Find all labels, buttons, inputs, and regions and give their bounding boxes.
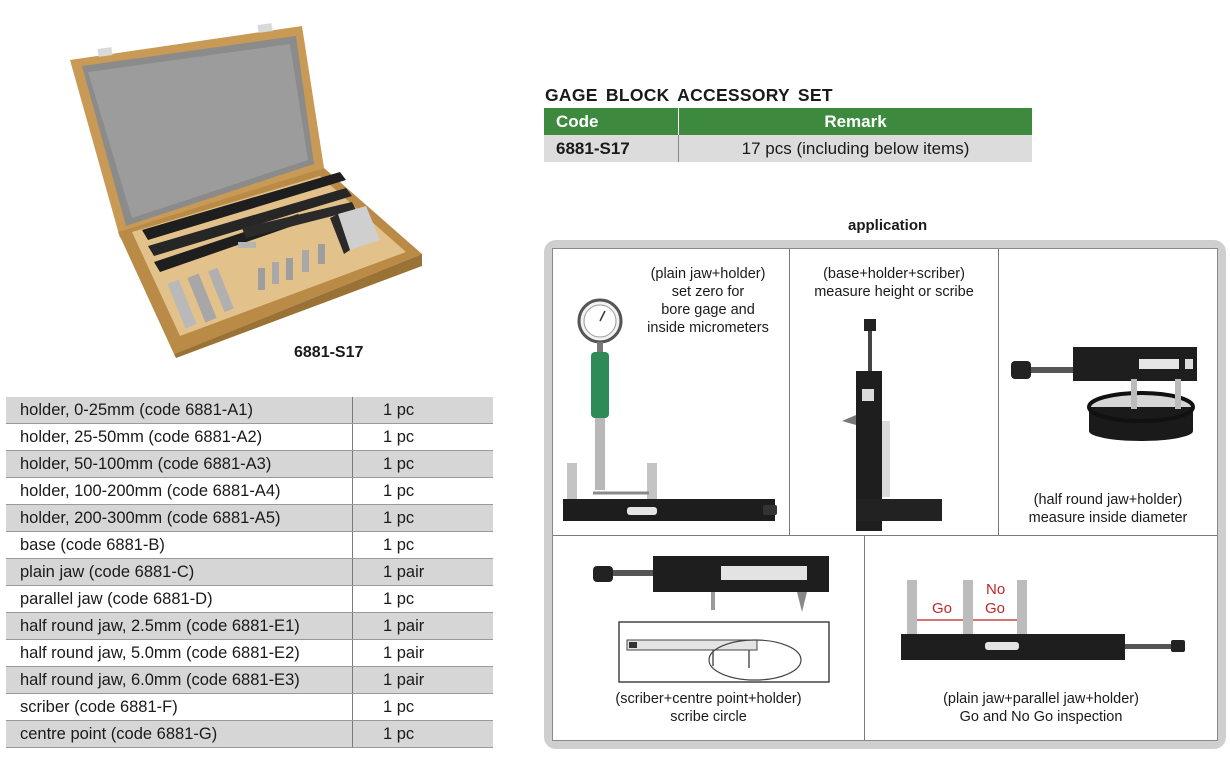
application-caption [865, 690, 1217, 726]
item-name: holder, 0-25mm (code 6881-A1) [6, 397, 353, 424]
no-go-label: Go [985, 600, 1006, 617]
table-row [6, 424, 493, 451]
item-name: base (code 6881-B) [6, 532, 353, 559]
table-row [6, 478, 493, 505]
caption-line: measure inside diameter [1028, 510, 1188, 526]
caption-line: bore gage and [661, 302, 755, 318]
item-qty: 1 pc [353, 721, 494, 748]
item-qty: 1 pc [353, 397, 494, 424]
application-cell-scribe-circle [553, 536, 864, 740]
application-grid [552, 248, 1218, 741]
application-heading: application [848, 217, 928, 234]
item-name: plain jaw (code 6881-C) [6, 559, 353, 586]
table-row [6, 613, 493, 640]
item-name: holder, 100-200mm (code 6881-A4) [6, 478, 353, 505]
no-label: No [986, 581, 1006, 598]
remark-column-header: Remark [679, 108, 1033, 135]
application-cell-bore-gage [553, 249, 789, 535]
caption-line: (scriber+centre point+holder) [615, 691, 802, 707]
table-row [6, 451, 493, 478]
item-qty: 1 pc [353, 478, 494, 505]
table-row [6, 721, 493, 748]
item-qty: 1 pc [353, 451, 494, 478]
table-row [6, 667, 493, 694]
table-row [6, 586, 493, 613]
application-caption [553, 690, 864, 726]
set-code-table [544, 108, 1032, 162]
caption-line: Go and No Go inspection [959, 709, 1123, 725]
caption-line: scribe circle [670, 709, 747, 725]
item-qty: 1 pc [353, 532, 494, 559]
caption-line: (half round jaw+holder) [1033, 492, 1183, 508]
application-cell-height [790, 249, 998, 535]
code-column-header: Code [544, 108, 679, 135]
item-name: holder, 200-300mm (code 6881-A5) [6, 505, 353, 532]
set-remark-cell: 17 pcs (including below items) [679, 135, 1033, 162]
item-qty: 1 pc [353, 694, 494, 721]
item-name: scriber (code 6881-F) [6, 694, 353, 721]
table-row [6, 559, 493, 586]
bore-gage-illustration [553, 249, 789, 535]
items-table [6, 397, 493, 748]
height-scribe-illustration [790, 249, 998, 535]
caption-line: (plain jaw+parallel jaw+holder) [943, 691, 1139, 707]
table-row [6, 532, 493, 559]
set-code-cell: 6881-S17 [544, 135, 679, 162]
table-row [6, 694, 493, 721]
item-name: half round jaw, 5.0mm (code 6881-E2) [6, 640, 353, 667]
application-panel [544, 240, 1226, 749]
product-code-caption: 6881-S17 [294, 344, 364, 361]
caption-line: inside micrometers [647, 320, 769, 336]
item-qty: 1 pc [353, 586, 494, 613]
item-qty: 1 pc [353, 505, 494, 532]
table-row [6, 640, 493, 667]
table-row [6, 397, 493, 424]
item-name: holder, 25-50mm (code 6881-A2) [6, 424, 353, 451]
application-caption [999, 491, 1217, 527]
caption-line: set zero for [671, 284, 745, 300]
table-row [6, 505, 493, 532]
item-qty: 1 pair [353, 667, 494, 694]
item-qty: 1 pc [353, 424, 494, 451]
item-name: half round jaw, 6.0mm (code 6881-E3) [6, 667, 353, 694]
item-qty: 1 pair [353, 640, 494, 667]
caption-line: measure height or scribe [814, 284, 974, 300]
product-photo [62, 18, 434, 358]
caption-line: (base+holder+scriber) [823, 266, 965, 282]
set-table-row [544, 135, 1032, 162]
go-label: Go [932, 600, 953, 617]
item-qty: 1 pair [353, 559, 494, 586]
application-cell-go-no-go [865, 536, 1217, 740]
item-name: parallel jaw (code 6881-D) [6, 586, 353, 613]
application-cell-inside-diameter [999, 249, 1217, 535]
item-name: holder, 50-100mm (code 6881-A3) [6, 451, 353, 478]
item-name: centre point (code 6881-G) [6, 721, 353, 748]
caption-line: (plain jaw+holder) [650, 266, 766, 282]
set-title: GAGE BLOCK ACCESSORY SET [545, 85, 833, 105]
set-table-header [544, 108, 1032, 135]
item-qty: 1 pair [353, 613, 494, 640]
item-name: half round jaw, 2.5mm (code 6881-E1) [6, 613, 353, 640]
